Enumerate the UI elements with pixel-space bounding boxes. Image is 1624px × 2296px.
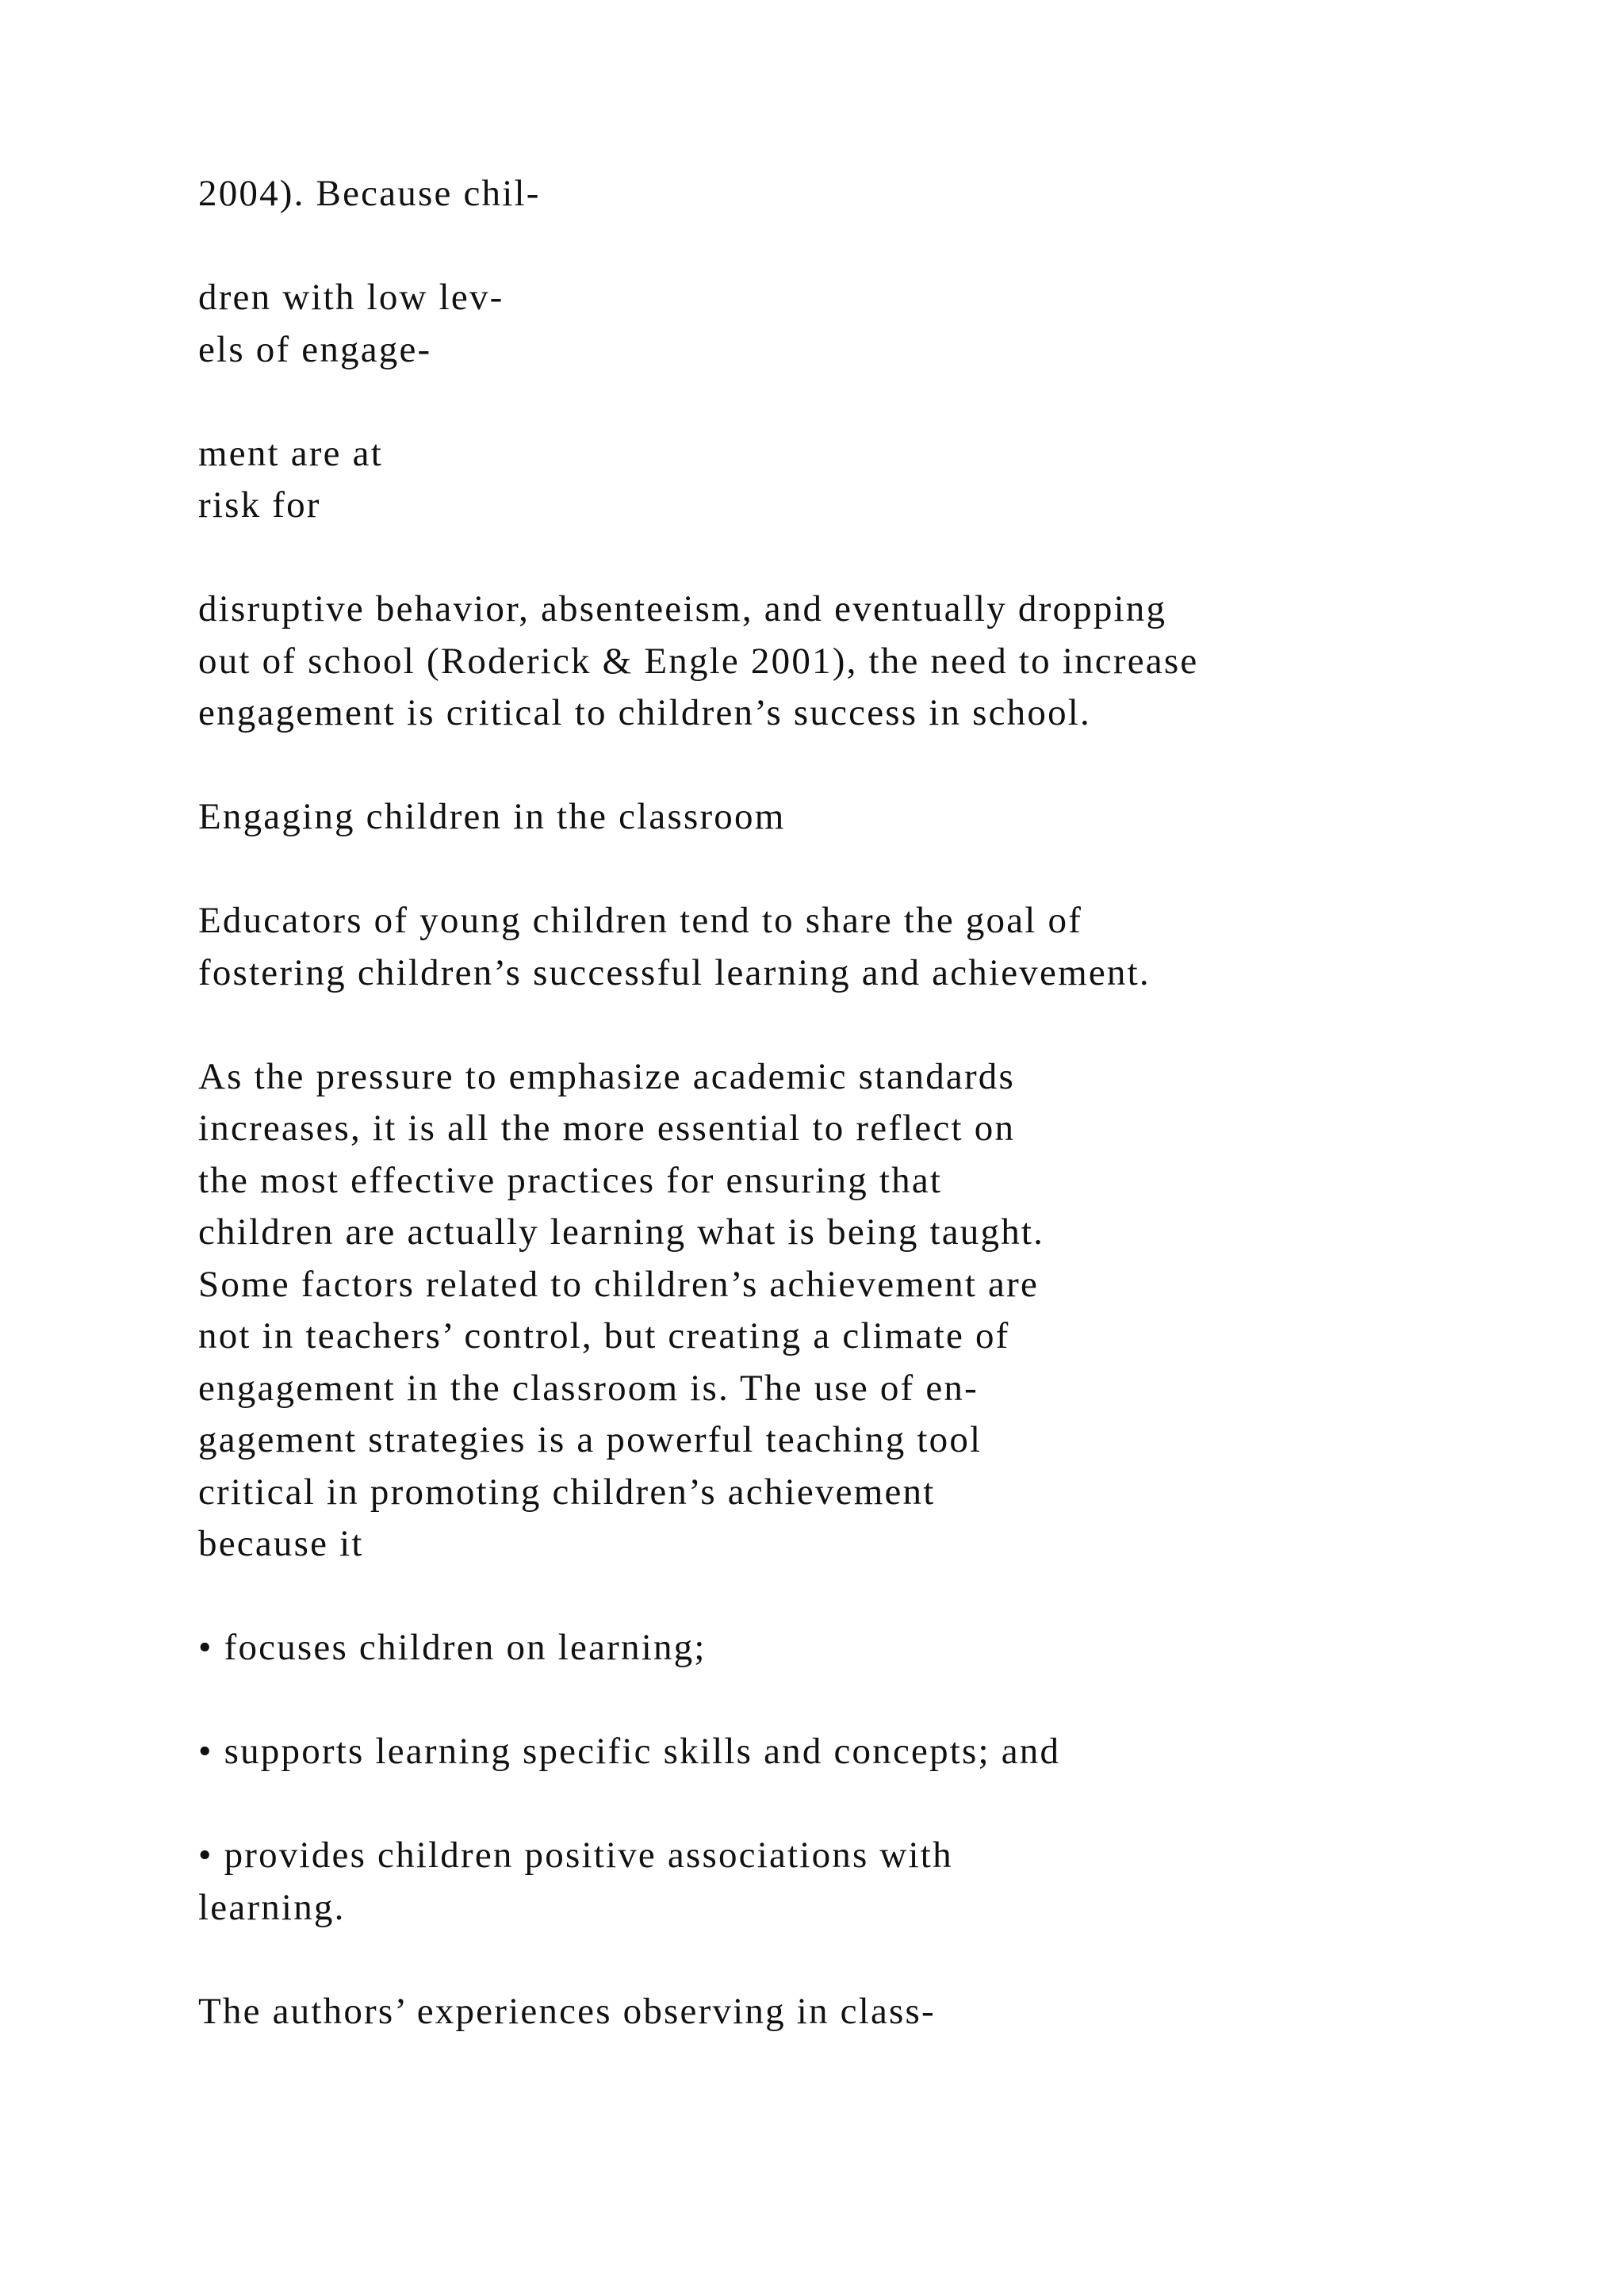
document-body xyxy=(198,168,1546,2090)
text-line: Educators of young children tend to share the goal of xyxy=(198,900,1083,941)
bullet-item xyxy=(198,1726,1546,1778)
paragraph-academic-standards xyxy=(198,1051,1546,1571)
text-line: critical in promoting children’s achievement xyxy=(198,1471,936,1513)
text-line: disruptive behavior, absenteeism, and eventually dropping xyxy=(198,588,1167,629)
text-line: because it xyxy=(198,1523,364,1564)
text-line: risk for xyxy=(198,484,321,526)
text-line: Some factors related to children’s achievement are xyxy=(198,1263,1040,1305)
paragraph-fragment xyxy=(198,428,1546,532)
text-line: the most effective practices for ensuring that xyxy=(198,1159,943,1201)
bullet-text: • supports learning specific skills and concepts; and xyxy=(198,1731,1061,1772)
bullet-item xyxy=(198,1830,1546,1934)
paragraph-engagement-risk xyxy=(198,584,1546,740)
heading-text: Engaging children in the classroom xyxy=(198,796,786,837)
bullet-text: learning. xyxy=(198,1886,346,1928)
text-line: not in teachers’ control, but creating a climate of xyxy=(198,1315,1010,1357)
text-line: The authors’ experiences observing in class- xyxy=(198,1990,936,2032)
text-line: gagement strategies is a powerful teaching tool xyxy=(198,1419,982,1460)
text-line: children are actually learning what is being taught. xyxy=(198,1211,1045,1253)
text-line: engagement in the classroom is. The use of en- xyxy=(198,1367,979,1409)
section-heading xyxy=(198,791,1546,844)
bullet-text: • focuses children on learning; xyxy=(198,1627,707,1668)
text-line: As the pressure to emphasize academic standards xyxy=(198,1055,1015,1097)
paragraph-authors-experiences xyxy=(198,1986,1546,2038)
paragraph-fragment xyxy=(198,272,1546,376)
text-line: ment are at xyxy=(198,432,383,474)
text-line: engagement is critical to children’s success in school. xyxy=(198,692,1091,733)
bullet-text: • provides children positive associations with xyxy=(198,1835,953,1876)
text-line: dren with low lev- xyxy=(198,277,504,318)
text-line: fostering children’s successful learning and achievement. xyxy=(198,951,1151,993)
text-line: 2004). Because chil- xyxy=(198,173,541,214)
text-line: increases, it is all the more essential to reflect on xyxy=(198,1108,1016,1149)
paragraph-educators-goal xyxy=(198,895,1546,999)
bullet-item xyxy=(198,1622,1546,1674)
paragraph-continued-citation xyxy=(198,168,1546,220)
text-line: out of school (Roderick & Engle 2001), the need to increase xyxy=(198,640,1199,682)
text-line: els of engage- xyxy=(198,328,432,370)
